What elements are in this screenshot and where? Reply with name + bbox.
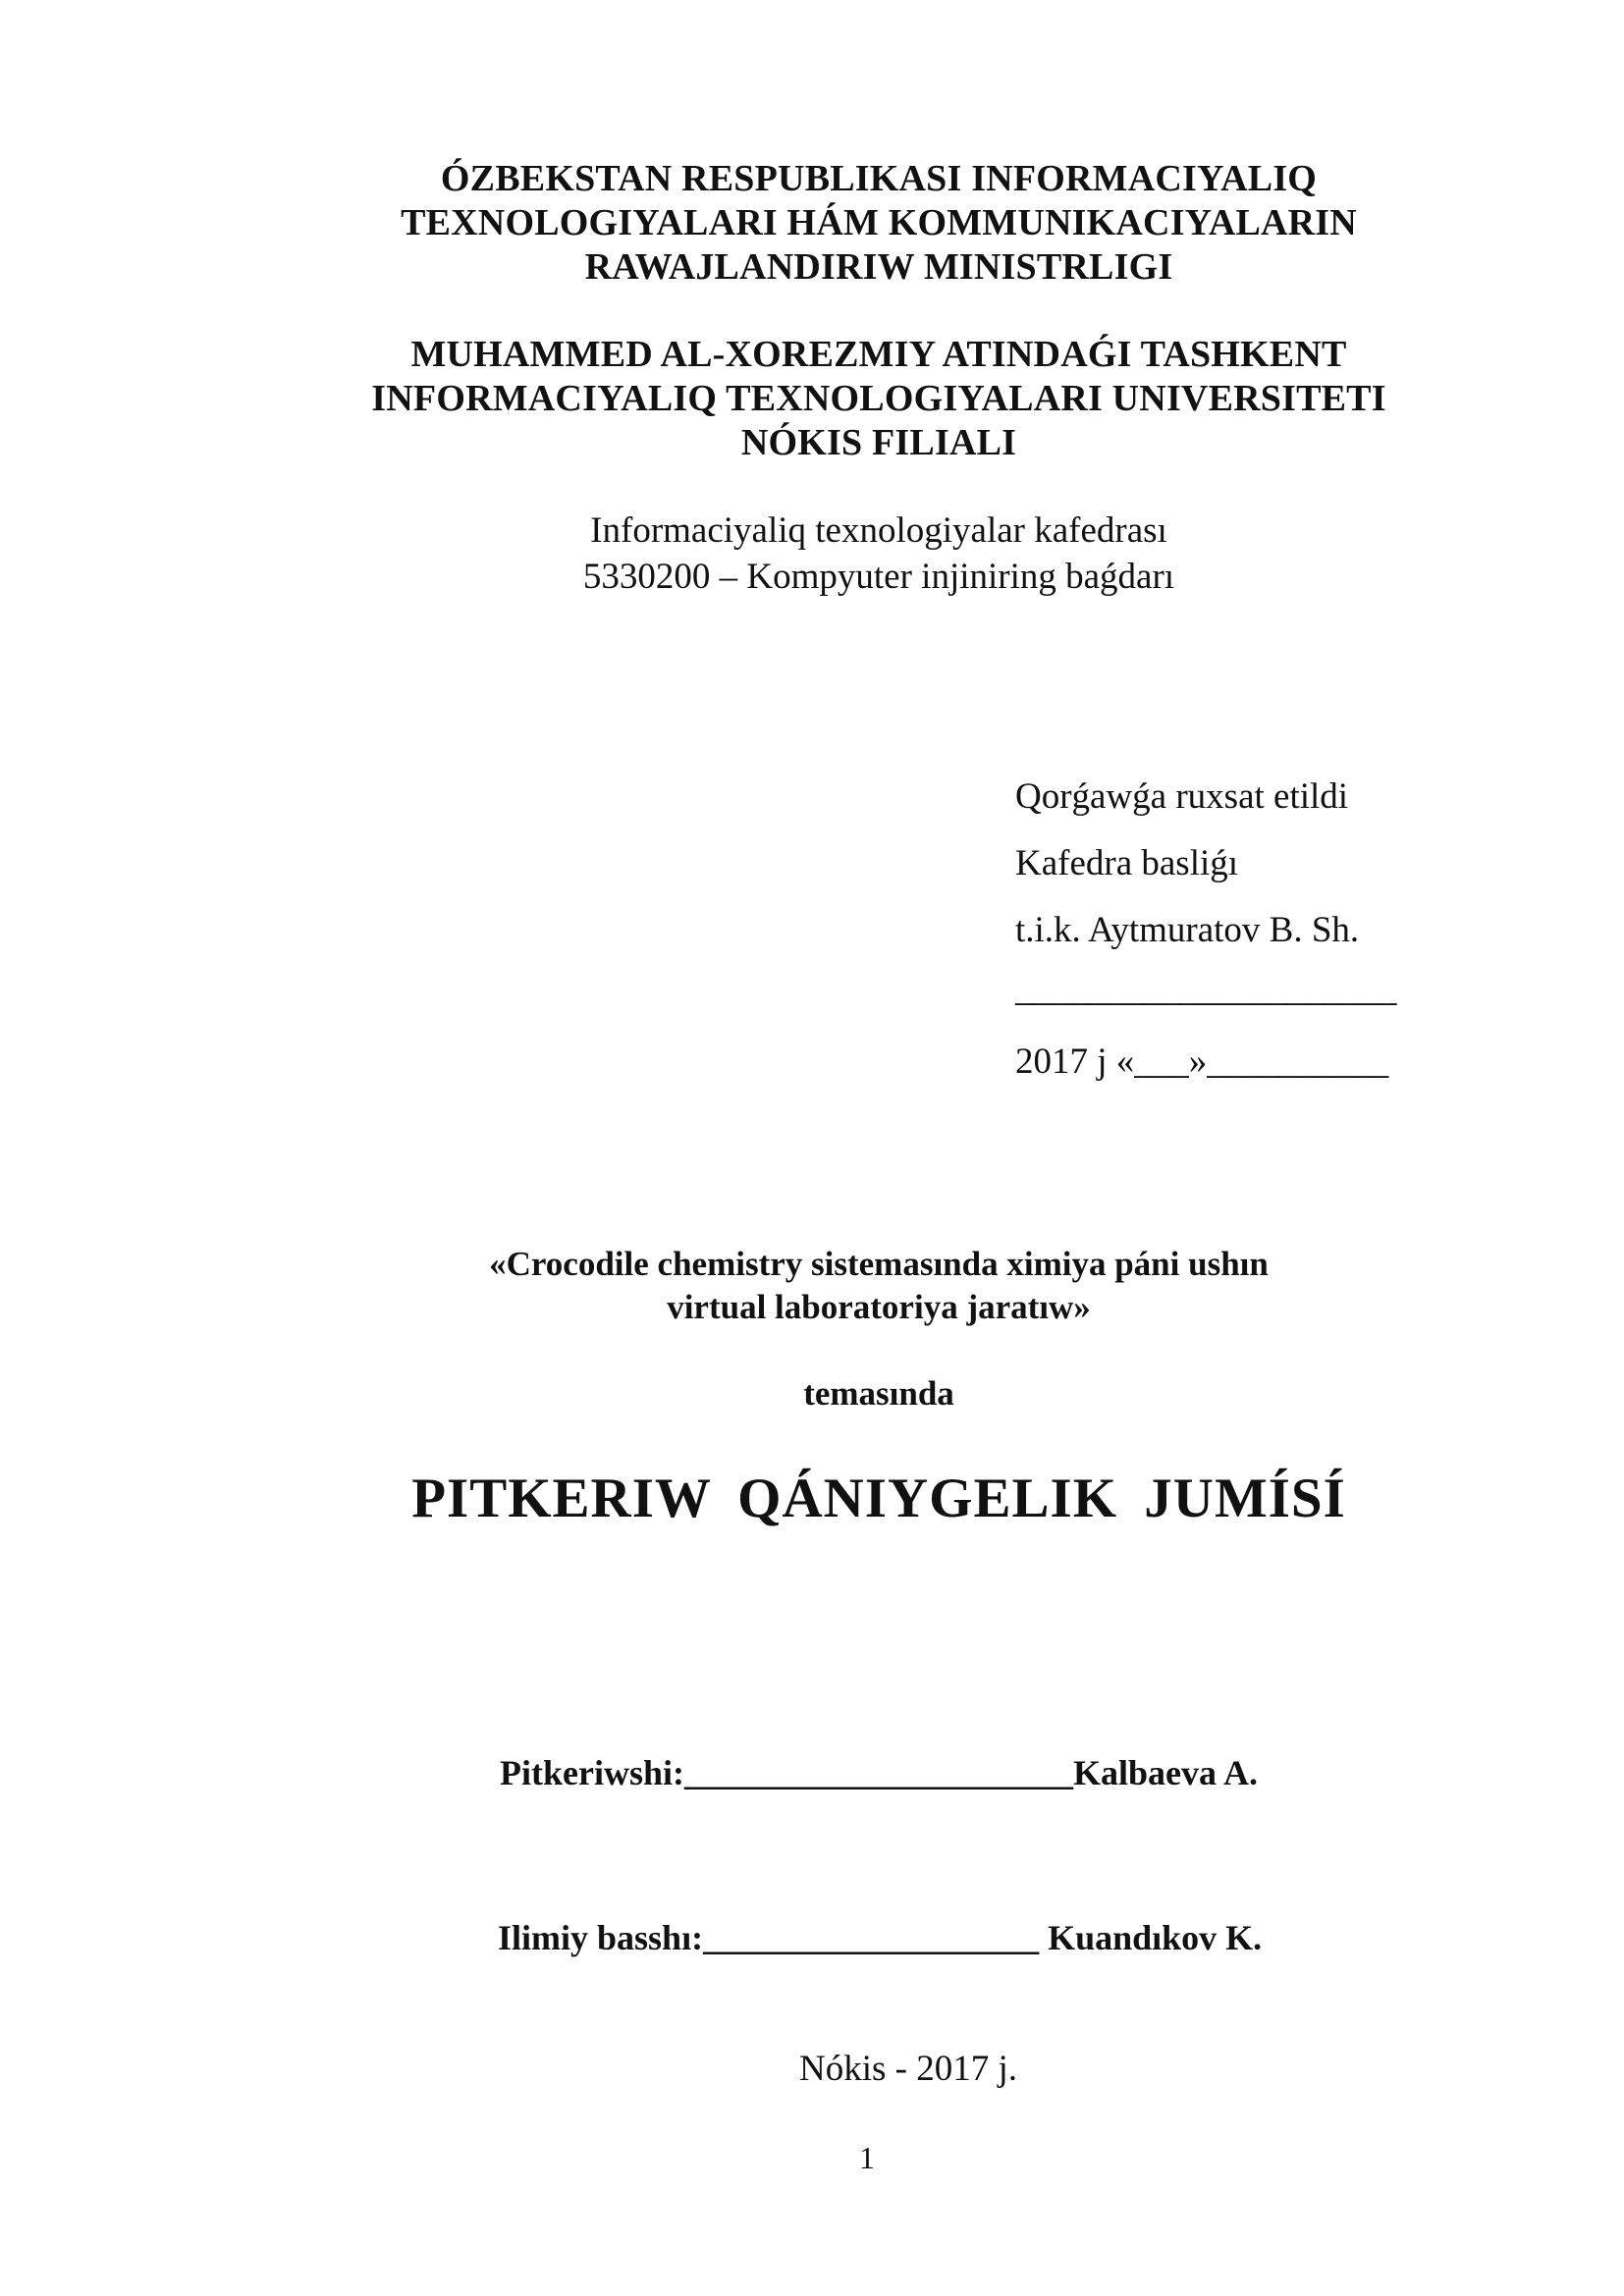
- department-name: Informaciyaliq texnologiyalar kafedrası: [590, 510, 1167, 551]
- author-name: Kalbaeva A.: [1072, 1753, 1258, 1792]
- approval-date: 2017 j «___»__________: [1015, 1041, 1389, 1082]
- department-block: [334, 507, 1424, 600]
- page-number: 1: [859, 2140, 875, 2175]
- approval-permitted: Qorǵawǵa ruxsat etildi: [1015, 776, 1349, 817]
- university-line-3: NÓKIS FILIALI: [740, 422, 1017, 463]
- university-line-1: MUHAMMED AL-XOREZMIY ATINDAǴI TASHKENT: [410, 334, 1347, 375]
- ministry-line-3: RAWAJLANDIRIW MINISTRLIGI: [584, 246, 1173, 288]
- supervisor-name: Kuandıkov K.: [1048, 1918, 1263, 1957]
- department-direction: 5330200 – Kompyuter injiniring baǵdarı: [582, 557, 1175, 597]
- supervisor-signature-row: [498, 1917, 1262, 1958]
- city-year: Nókis - 2017 j.: [799, 2049, 1017, 2089]
- approval-head-name: t.i.k. Aytmuratov B. Sh.: [1015, 910, 1360, 950]
- approval-head-title: Kafedra basliǵı: [1015, 843, 1239, 883]
- approval-block: [1015, 775, 1428, 1090]
- ministry-header: [334, 157, 1424, 290]
- topic-suffix: temasında: [803, 1374, 954, 1413]
- author-signature-row: [500, 1752, 1258, 1793]
- approval-signature-line: _____________________: [1015, 969, 1397, 1009]
- work-title: PITKERIW QÁNIYGELIK JUMÍSÍ: [411, 1468, 1346, 1529]
- ministry-line-2: TEXNOLOGIYALARI HÁM KOMMUNIKACIYALARIN: [401, 202, 1357, 243]
- topic-line-2: virtual laboratoriya jaratıw»: [667, 1288, 1091, 1326]
- university-header: [334, 333, 1424, 465]
- author-label: Pitkeriwshi:: [500, 1753, 684, 1792]
- topic-line-1: «Crocodile chemistry sistemasında ximiya páni ushın: [489, 1245, 1269, 1283]
- topic-block: [334, 1243, 1424, 1329]
- author-signature-line: ______________________: [683, 1753, 1073, 1792]
- ministry-line-1: ÓZBEKSTAN RESPUBLIKASI INFORMACIYALIQ: [440, 158, 1318, 199]
- university-line-2: INFORMACIYALIQ TEXNOLOGIYALARI UNIVERSITETI: [371, 378, 1386, 419]
- supervisor-label: Ilimiy basshı:: [498, 1918, 704, 1957]
- supervisor-signature-line: ___________________: [703, 1918, 1040, 1957]
